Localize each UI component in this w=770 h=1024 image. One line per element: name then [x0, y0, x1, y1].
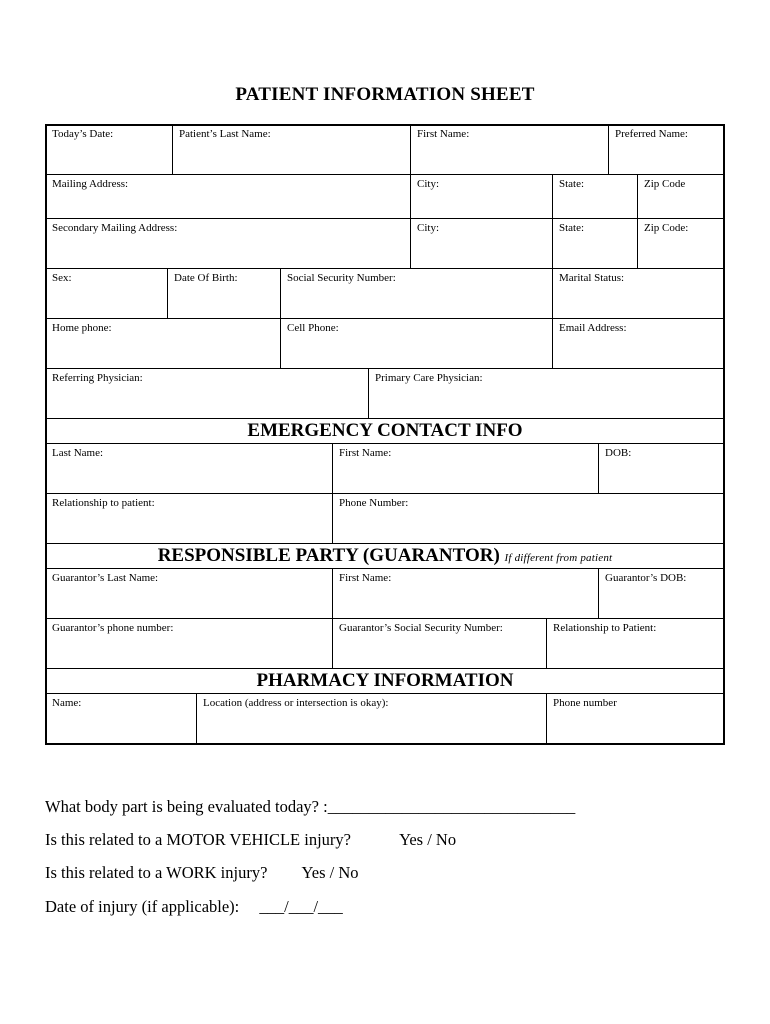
zip-code-label: Zip Code: [644, 178, 686, 190]
sex-label: Sex:: [52, 272, 72, 284]
secondary-address-label: Secondary Mailing Address:: [52, 222, 178, 234]
emergency-relationship-label: Relationship to patient:: [52, 497, 155, 509]
date-of-injury-text: Date of injury (if applicable):: [45, 897, 240, 916]
state2-field[interactable]: [552, 218, 638, 269]
guarantor-last-name-label: Guarantor’s Last Name:: [52, 572, 159, 584]
cell-phone-label: Cell Phone:: [287, 322, 339, 334]
guarantor-dob-label: Guarantor’s DOB:: [605, 572, 687, 584]
referring-physician-field[interactable]: [45, 368, 369, 419]
state-label: State:: [559, 178, 585, 190]
guarantor-last-name-field[interactable]: [45, 568, 333, 619]
preferred-name-label: Preferred Name:: [615, 128, 688, 140]
work-injury-answer[interactable]: Yes / No: [301, 863, 359, 882]
home-phone-field[interactable]: [45, 318, 281, 369]
guarantor-phone-label: Guarantor’s phone number:: [52, 622, 174, 634]
city2-label: City:: [417, 222, 440, 234]
guarantor-first-name-field[interactable]: [332, 568, 599, 619]
emergency-contact-heading: [45, 418, 725, 444]
primary-care-physician-label: Primary Care Physician:: [375, 372, 483, 384]
marital-status-field[interactable]: [552, 268, 725, 319]
email-field[interactable]: [552, 318, 725, 369]
emergency-phone-label: Phone Number:: [339, 497, 409, 509]
emergency-phone-field[interactable]: [332, 493, 725, 544]
emergency-contact-title: EMERGENCY CONTACT INFO: [247, 420, 523, 441]
pharmacy-phone-label: Phone number: [553, 697, 617, 709]
city-field[interactable]: [410, 174, 553, 219]
mailing-address-label: Mailing Address:: [52, 178, 129, 190]
work-injury-question: [45, 863, 359, 883]
guarantor-title: RESPONSIBLE PARTY (GUARANTOR): [157, 545, 500, 566]
guarantor-relationship-field[interactable]: [546, 618, 725, 669]
mailing-address-field[interactable]: [45, 174, 411, 219]
emergency-first-name-field[interactable]: [332, 443, 599, 494]
guarantor-heading: [45, 543, 725, 569]
date-of-injury-question: [45, 897, 343, 917]
work-injury-text: Is this related to a WORK injury?: [45, 863, 268, 882]
zip-code-field[interactable]: [637, 174, 725, 219]
todays-date-field[interactable]: [45, 124, 173, 175]
referring-physician-label: Referring Physician:: [52, 372, 143, 384]
body-part-text: What body part is being evaluated today? :______________________________: [45, 797, 576, 816]
patient-last-name-field[interactable]: [172, 124, 411, 175]
pharmacy-title: PHARMACY INFORMATION: [256, 670, 514, 691]
first-name-field[interactable]: [410, 124, 609, 175]
first-name-label: First Name:: [417, 128, 470, 140]
pharmacy-name-label: Name:: [52, 697, 82, 709]
pharmacy-heading: [45, 668, 725, 694]
cell-phone-field[interactable]: [280, 318, 553, 369]
state2-label: State:: [559, 222, 585, 234]
primary-care-physician-field[interactable]: [368, 368, 725, 419]
guarantor-relationship-label: Relationship to Patient:: [553, 622, 657, 634]
todays-date-label: Today’s Date:: [52, 128, 114, 140]
dob-label: Date Of Birth:: [174, 272, 238, 284]
email-label: Email Address:: [559, 322, 627, 334]
secondary-address-field[interactable]: [45, 218, 411, 269]
zip-code2-field[interactable]: [637, 218, 725, 269]
city-label: City:: [417, 178, 440, 190]
sex-field[interactable]: [45, 268, 168, 319]
dob-field[interactable]: [167, 268, 281, 319]
ssn-label: Social Security Number:: [287, 272, 396, 284]
pharmacy-location-label: Location (address or intersection is okay):: [203, 697, 389, 709]
marital-status-label: Marital Status:: [559, 272, 625, 284]
guarantor-phone-field[interactable]: [45, 618, 333, 669]
motor-vehicle-answer[interactable]: Yes / No: [399, 830, 457, 849]
guarantor-first-name-label: First Name:: [339, 572, 392, 584]
guarantor-note: If different from patient: [504, 552, 613, 564]
emergency-dob-label: DOB:: [605, 447, 632, 459]
guarantor-ssn-label: Guarantor’s Social Security Number:: [339, 622, 503, 634]
pharmacy-name-field[interactable]: [45, 693, 197, 745]
pharmacy-phone-field[interactable]: [546, 693, 725, 745]
guarantor-dob-field[interactable]: [598, 568, 725, 619]
emergency-first-name-label: First Name:: [339, 447, 392, 459]
patient-last-name-label: Patient’s Last Name:: [179, 128, 271, 140]
motor-vehicle-text: Is this related to a MOTOR VEHICLE injury?: [45, 830, 351, 849]
emergency-last-name-label: Last Name:: [52, 447, 104, 459]
emergency-last-name-field[interactable]: [45, 443, 333, 494]
preferred-name-field[interactable]: [608, 124, 725, 175]
ssn-field[interactable]: [280, 268, 553, 319]
body-part-question[interactable]: [45, 797, 575, 817]
city2-field[interactable]: [410, 218, 553, 269]
home-phone-label: Home phone:: [52, 322, 112, 334]
state-field[interactable]: [552, 174, 638, 219]
page-title: PATIENT INFORMATION SHEET: [235, 84, 535, 105]
date-of-injury-blank[interactable]: ___/___/___: [259, 897, 343, 916]
zip-code2-label: Zip Code:: [644, 222, 689, 234]
guarantor-ssn-field[interactable]: [332, 618, 547, 669]
motor-vehicle-question: [45, 830, 456, 850]
emergency-relationship-field[interactable]: [45, 493, 333, 544]
pharmacy-location-field[interactable]: [196, 693, 547, 745]
emergency-dob-field[interactable]: [598, 443, 725, 494]
